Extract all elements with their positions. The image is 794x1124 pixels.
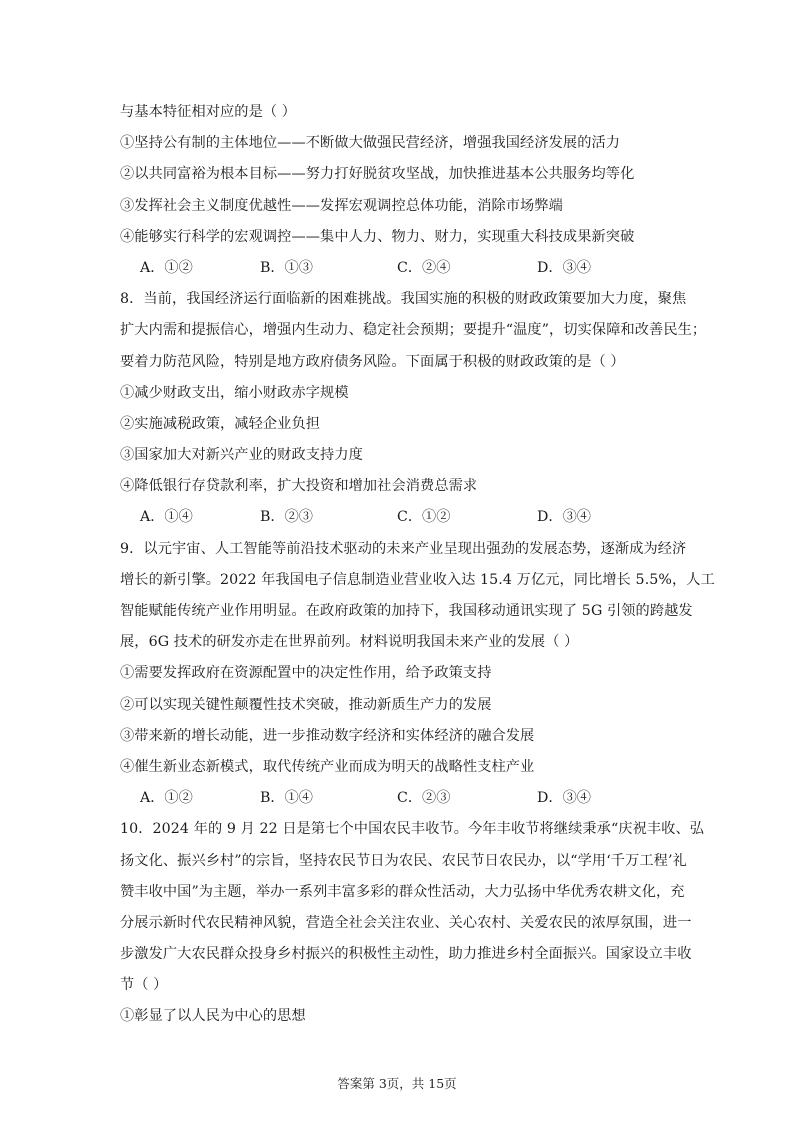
question-8-option-4: ④降低银行存贷款利率，扩大投资和增加社会消费总需求 <box>120 478 478 495</box>
question-9-option-3: ③带来新的增长动能，进一步推动数字经济和实体经济的融合发展 <box>120 727 535 744</box>
choice-b: B．①③ <box>260 259 313 276</box>
choice-d: D．③④ <box>537 509 591 526</box>
question-8-stem: 扩大内需和提振信心，增强内生动力、稳定社会预期；要提升“温度”，切实保障和改善民生； <box>120 322 707 339</box>
question-10-stem: 赞丰收中国”为主题，举办一系列丰富多彩的群众性活动，大力弘扬中华优秀农耕文化，充 <box>120 883 685 900</box>
question-10-stem: 步激发广大农民群众投身乡村振兴的积极性主动性，助力推进乡村全面振兴。国家设立丰收 <box>120 946 692 963</box>
question-9-option-1: ①需要发挥政府在资源配置中的决定性作用，给予政策支持 <box>120 665 492 682</box>
question-7-option-3: ③发挥社会主义制度优越性——发挥宏观调控总体功能，消除市场弊端 <box>120 197 563 214</box>
choice-c: C．②③ <box>397 790 451 807</box>
question-8-choices <box>120 502 680 533</box>
question-7-option-4: ④能够实行科学的宏观调控——集中人力、物力、财力，实现重大科技成果新突破 <box>120 228 635 245</box>
question-8-option-1: ①减少财政支出，缩小财政赤字规模 <box>120 384 349 401</box>
choice-a: A．①② <box>140 259 193 276</box>
question-9-stem: 智能赋能传统产业作用明显。在政府政策的加持下，我国移动通讯实现了 5G 引领的跨越发 <box>120 603 693 619</box>
choice-b: B．①④ <box>260 790 313 807</box>
page-content <box>120 97 715 1033</box>
question-10-stem: 扬文化、振兴乡村”的宗旨，坚持农民节日为农民、农民节日农民办，以“学用‘千万工程’礼 <box>120 852 687 869</box>
question-9-choices <box>120 783 680 814</box>
question-9-stem: 9．以元宇宙、人工智能等前沿技术驱动的未来产业呈现出强劲的发展态势，逐渐成为经济 <box>120 540 687 557</box>
question-10-stem: 10．2024 年的 9 月 22 日是第七个中国农民丰收节。今年丰收节将继续秉承“庆祝丰收、弘 <box>120 821 705 838</box>
question-10-option-1: ①彰显了以人民为中心的思想 <box>120 1008 306 1025</box>
question-9-stem: 增长的新引擎。2022 年我国电子信息制造业营业收入达 15.4 万亿元，同比增长 5.5%，人工 <box>120 571 715 588</box>
choice-c: C．①② <box>397 509 451 526</box>
question-9-option-4: ④催生新业态新模式，取代传统产业而成为明天的战略性支柱产业 <box>120 758 535 775</box>
page-footer: 答案第 3页，共 15页 <box>337 1076 457 1091</box>
question-10-stem: 分展示新时代农民精神风貌，营造全社会关注农业、关心农村、关爱农民的浓厚氛围，进一 <box>120 914 692 931</box>
choice-b: B．②③ <box>260 509 313 526</box>
question-9-stem: 展，6G 技术的研发亦走在世界前列。材料说明我国未来产业的发展（ ） <box>120 634 579 651</box>
question-7-option-2: ②以共同富裕为根本目标——努力打好脱贫攻坚战，加快推进基本公共服务均等化 <box>120 166 635 183</box>
choice-a: A．①④ <box>140 509 193 526</box>
choice-a: A．①② <box>140 790 193 807</box>
question-7-choices <box>120 253 680 284</box>
choice-d: D．③④ <box>537 790 591 807</box>
question-7-option-1: ①坚持公有制的主体地位——不断做大做强民营经济，增强我国经济发展的活力 <box>120 135 621 152</box>
question-10 <box>120 814 705 1032</box>
question-8-option-3: ③国家加大对新兴产业的财政支持力度 <box>120 447 363 464</box>
question-7 <box>120 97 680 284</box>
question-10-stem: 节（ ） <box>120 977 168 994</box>
choice-d: D．③④ <box>537 259 591 276</box>
question-7-stem: 与基本特征相对应的是（ ） <box>120 104 297 120</box>
question-8-stem: 要着力防范风险，特别是地方政府债务风险。下面属于积极的财政政策的是（ ） <box>120 353 625 370</box>
question-9-option-2: ②可以实现关键性颠覆性技术突破，推动新质生产力的发展 <box>120 696 492 713</box>
question-8-stem: 8．当前，我国经济运行面临新的困难挑战。我国实施的积极的财政政策要加大力度，聚焦 <box>120 291 687 308</box>
question-9 <box>120 534 715 815</box>
question-8-option-2: ②实施减税政策，减轻企业负担 <box>120 415 321 432</box>
choice-c: C．②④ <box>397 259 451 276</box>
question-8 <box>120 284 707 534</box>
